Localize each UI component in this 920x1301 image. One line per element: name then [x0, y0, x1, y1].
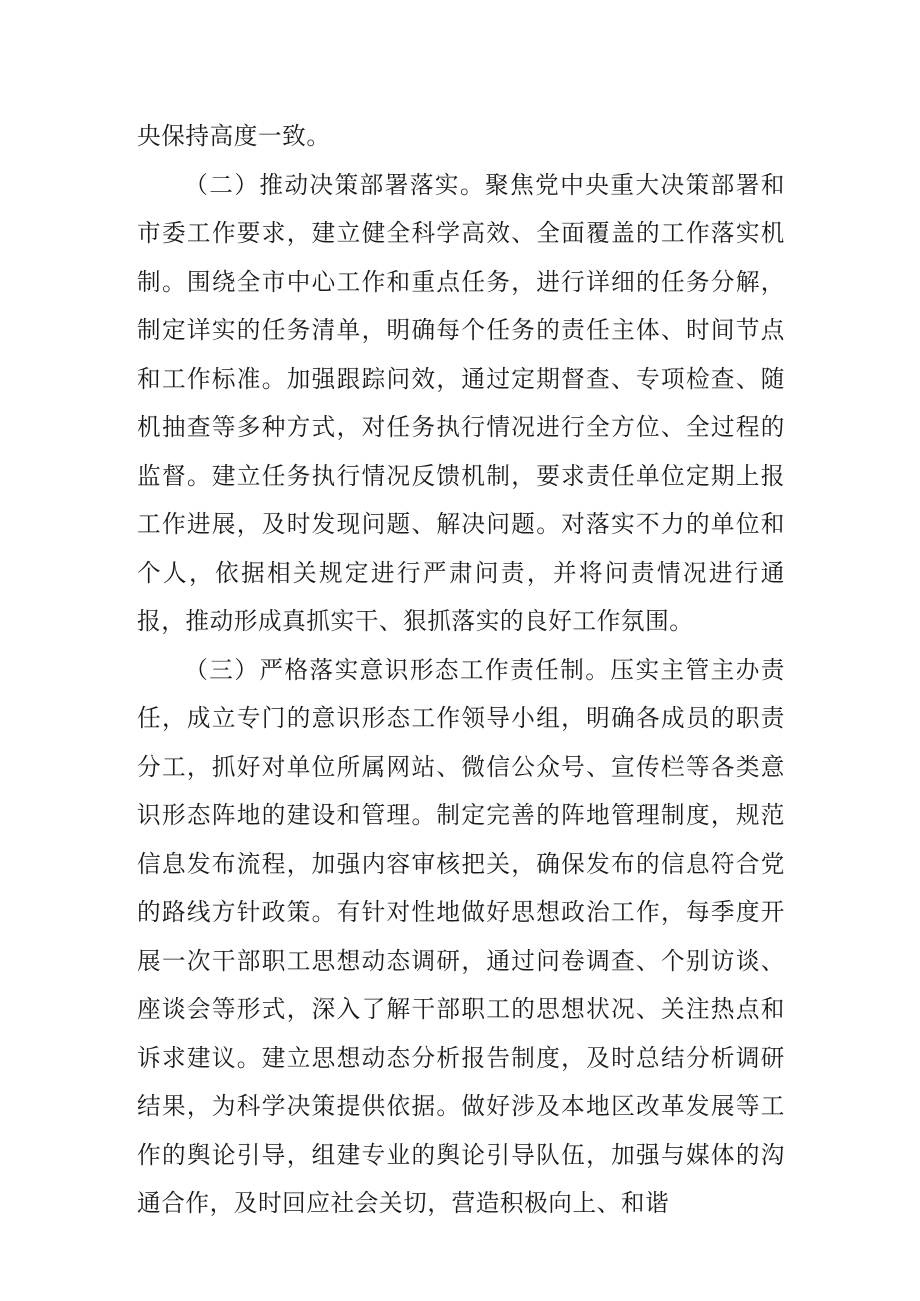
- document-body: [137, 112, 785, 1228]
- paragraph-section-3: （三）严格落实意识形态工作责任制。压实主管主办责任，成立专门的意识形态工作领导小组，明确各成员的职责分工，抓好对单位所属网站、微信公众号、宣传栏等各类意识形态阵地的建设和管理。制定完善的阵地管理制度，规范信息发布流程，加强内容审核把关，确保发布的信息符合党的路线方针政策。有针对性地做好思想政治工作，每季度开展一次干部职工思想动态调研，通过问卷调查、个别访谈、座谈会等形式，深入了解干部职工的思想状况、关注热点和诉求建议。建立思想动态分析报告制度，及时总结分析调研结果，为科学决策提供依据。做好涉及本地区改革发展等工作的舆论引导，组建专业的舆论引导队伍，加强与媒体的沟通合作，及时回应社会关切，营造积极向上、和谐: [137, 655, 785, 1217]
- paragraph-section-2: （二）推动决策部署落实。聚焦党中央重大决策部署和市委工作要求，建立健全科学高效、全面覆盖的工作落实机制。围绕全市中心工作和重点任务，进行详细的任务分解，制定详实的任务清单，明确每个任务的责任主体、时间节点和工作标准。加强跟踪问效，通过定期督查、专项检查、随机抽查等多种方式，对任务执行情况进行全方位、全过程的监督。建立任务执行情况反馈机制，要求责任单位定期上报工作进展，及时发现问题、解决问题。对落实不力的单位和个人，依据相关规定进行严肃问责，并将问责情况进行通报，推动形成真抓实干、狠抓落实的良好工作氛围。: [137, 170, 785, 635]
- paragraph-continuation: 央保持高度一致。: [137, 122, 331, 150]
